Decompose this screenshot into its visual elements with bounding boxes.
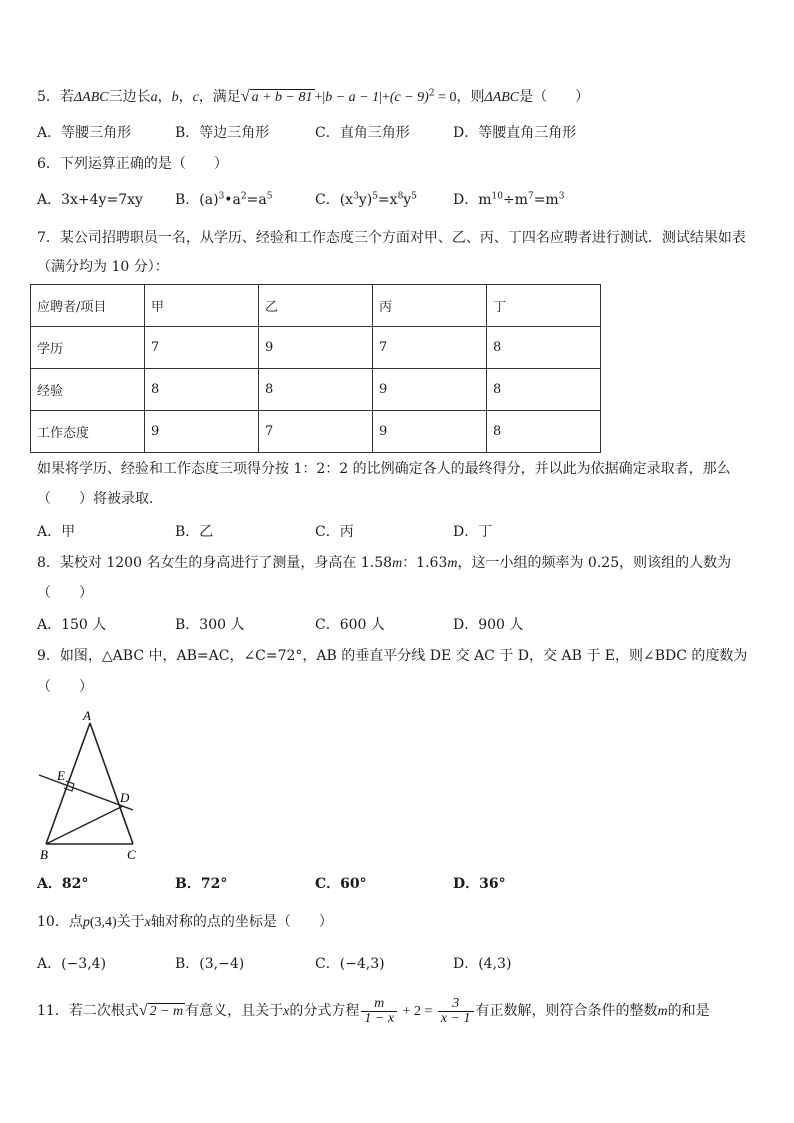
q6-option-b[interactable] [175,190,272,210]
q5-sqrt-content: a + b − 81 [251,90,313,105]
bisector-de [39,775,133,810]
q6-c-part: =x [377,192,398,208]
q5-stem: 5．若ΔABC三边长a，b，c，满足√ $a + b - 81 +|b - a - 1|+(c - 9)^2 = 0$，则ΔABC是（ ） [37,88,590,105]
q5-exponent: 2 [428,88,435,99]
q9-option-a[interactable]: A．82° [37,876,89,892]
q11-var-m: m [657,1004,668,1019]
table-cell: 7 [145,327,259,369]
q10-axis: x [144,915,151,930]
table-cell: 8 [487,327,601,369]
label-d: D [120,790,130,805]
q8-option-a[interactable]: A．150 人 [37,617,107,633]
q11-text: 11．若二次根式 [37,1003,139,1019]
label-c: C [127,847,136,862]
plus-sign: + [314,90,323,105]
q5-option-d[interactable]: D．等腰直角三角形 [453,125,577,141]
q5-prefix: 5．若 [37,89,74,105]
q5-option-b[interactable]: B．等边三角形 [175,125,270,141]
radical-sign: √ [138,1002,148,1019]
q6-c-exp: 5 [372,191,378,202]
table-header: 应聘者/项目 [31,285,145,327]
table-cell: 7 [259,411,373,453]
fraction-denominator: x − 1 [440,1010,471,1026]
table-header: 丁 [487,285,601,327]
q9-option-d[interactable]: D．36° [453,876,506,892]
q9-stem: 9．如图，△ABC 中，AB=AC，∠C=72°，AB 的垂直平分线 DE 交 AC 于 D，交 AB 于 E，则∠BDC 的度数为 [37,648,748,664]
label-b: B [40,847,48,862]
q5-var-b: b [171,90,179,105]
table-cell: 9 [373,369,487,411]
table-cell: 9 [145,411,259,453]
q8-option-b[interactable]: B．300 人 [175,617,245,633]
q11-fraction-1 [361,997,397,1026]
q11-text-2: 有意义，且关于 [185,1003,284,1019]
table-cell: 经验 [31,369,145,411]
q6-option-a-text: A．3x+4y=7xy [37,192,143,208]
q6-b-exp: 3 [218,191,225,202]
q6-b-part: B．(a) [175,192,219,208]
table-cell: 8 [487,411,601,453]
q10-text-2: 关于 [116,914,145,930]
q6-c-exp: 8 [397,191,404,202]
table-cell: 9 [373,411,487,453]
q5-var-a: a [150,90,158,105]
q11-text-4: 有正数解，则符合条件的整数 [475,1003,658,1019]
q9-option-b[interactable]: B．72° [175,876,228,892]
q6-b-part: =a [246,192,267,208]
q7-after-2: （ ）将被录取． [37,491,163,507]
abs-bar: | [322,90,326,105]
q11-stem [37,996,710,1027]
q7-option-a[interactable]: A．甲 [37,524,76,540]
fraction-numerator: 3 [438,997,474,1012]
q10-option-d[interactable]: D．(4,3) [453,956,512,972]
q10-point: p [82,915,90,930]
q8-text-2: ：1.63 [402,555,448,571]
label-e: E [57,768,65,783]
q8-unit: m [392,556,403,571]
q6-b-part: •a [224,192,241,208]
q11-text-3: 的分式方程 [289,1003,360,1019]
table-cell: 8 [145,369,259,411]
q6-d-exp: 10 [491,191,503,202]
q6-c-exp: 3 [353,191,359,202]
table-row [31,411,601,453]
table-header: 甲 [145,285,259,327]
q6-option-a[interactable] [37,190,143,210]
q6-c-part: C．(x [315,192,354,208]
q10-option-c[interactable]: C．(−4,3) [315,956,385,972]
side-ac [90,723,133,844]
q11-var-x: x [283,1004,290,1019]
q9-stem-2: （ ） [37,679,93,695]
q8-option-c[interactable]: C．600 人 [315,617,385,633]
q8-stem [37,553,731,574]
q11-operator: + 2 = [399,1004,436,1019]
q7-option-c[interactable]: C．丙 [315,524,354,540]
q6-d-exp: 3 [558,191,565,202]
q10-coord: (3,4) [89,915,117,930]
q7-option-d[interactable]: D．丁 [453,524,493,540]
q5-equals: = 0，则 [434,90,485,105]
table-header-row [31,285,601,327]
q6-option-c[interactable] [315,190,417,210]
q6-d-part: D．m [453,192,492,208]
q9-option-c[interactable]: C．60° [315,876,367,892]
radical-sign: √ [240,88,250,105]
fraction-numerator: m [361,997,397,1012]
q5-text-2: ，满足 [198,89,241,105]
q5-triangle: ΔABC [73,90,109,105]
q11-text-5: 的和是 [667,1003,710,1019]
table-cell: 8 [259,369,373,411]
q7-option-b[interactable]: B．乙 [175,524,214,540]
table-cell: 7 [373,327,487,369]
table-cell: 工作态度 [31,411,145,453]
table-cell: 8 [487,369,601,411]
q5-paren-content: (c − 9) [389,90,429,105]
table-row [31,369,601,411]
score-table [30,284,601,453]
q10-stem [37,912,333,933]
table-row [31,327,601,369]
table-header: 丙 [373,285,487,327]
q8-unit-2: m [447,556,458,571]
table-cell: 学历 [31,327,145,369]
q10-option-b[interactable]: B．(3,−4) [175,956,245,972]
q6-c-part: y [403,192,412,208]
q6-c-exp: 5 [411,191,417,202]
q10-text-3: 轴对称的点的坐标是（ ） [150,914,333,930]
abs-bar: | [379,90,382,105]
q5-abs-content: b − a − 1 [325,90,380,105]
q8-option-d[interactable]: D．900 人 [453,617,524,633]
q11-fraction-2 [438,997,474,1026]
q5-var-c: c [192,90,199,105]
q5-option-a[interactable]: A．等腰三角形 [37,125,132,141]
q6-stem: 6．下列运算正确的是（ ） [37,156,228,172]
q6-option-d[interactable] [453,190,564,210]
q6-b-exp: 2 [240,191,247,202]
q6-c-part: y) [358,192,373,208]
q11-sqrt-content: 2 − m [149,1004,184,1019]
q8-text-3: ，这一小组的频率为 0.25，则该组的人数为 [457,555,732,571]
q5-text: 三边长 [108,89,151,105]
q7-after: 如果将学历、经验和工作态度三项得分按 1：2：2 的比例确定各人的最终得分，并以此为依据确定录取者，那么 [37,461,731,477]
q10-text: 10．点 [37,914,83,930]
q8-text: 8．某校对 1200 名女生的身高进行了测量，身高在 1.58 [37,555,393,571]
table-header: 乙 [259,285,373,327]
table-cell: 9 [259,327,373,369]
q10-option-a[interactable]: A．(−3,4) [37,956,107,972]
q6-b-exp: 5 [266,191,273,202]
q6-d-part: ÷m [502,192,528,208]
q7-stem: 7．某公司招聘职员一名，从学历、经验和工作态度三个方面对甲、乙、丙、丁四名应聘者进行测试．测试结果如表 [37,230,746,246]
q6-d-part: =m [533,192,559,208]
fraction-denominator: 1 − x [364,1010,395,1026]
q6-d-exp: 7 [527,191,534,202]
q5-suffix: 是（ ） [519,89,590,105]
q8-stem-2: （ ） [37,585,93,601]
q5-option-c[interactable]: C．直角三角形 [315,125,410,141]
plus-sign: + [381,90,390,105]
triangle-figure [30,708,150,868]
q7-stem-2: （满分均为 10 分）： [37,259,169,275]
q5-triangle-2: ΔABC [484,90,520,105]
label-a: A [83,708,91,723]
